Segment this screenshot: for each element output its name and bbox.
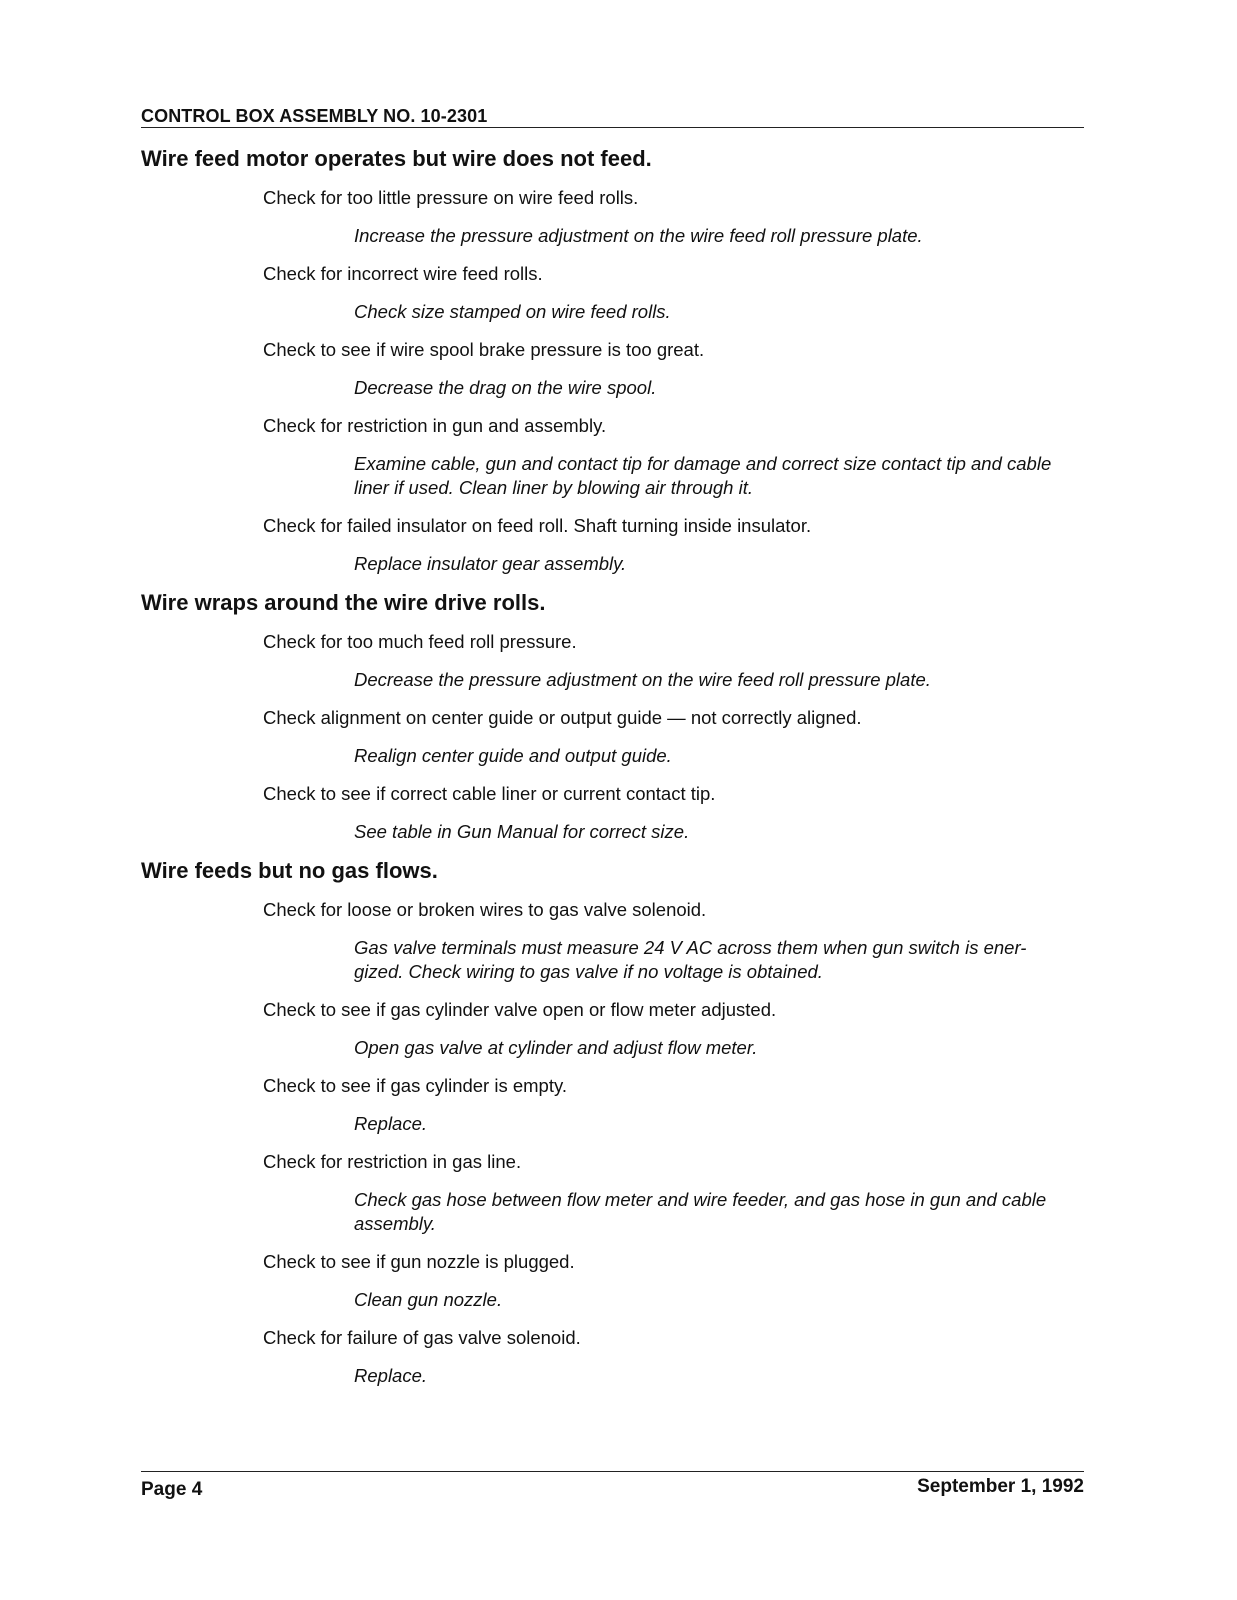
check-item: Check to see if gas cylinder is empty. <box>263 1075 568 1096</box>
remedy-item: Replace. <box>354 1113 428 1134</box>
section-heading: Wire feed motor operates but wire does not feed. <box>141 146 652 171</box>
remedy-item: Decrease the drag on the wire spool. <box>354 377 657 398</box>
remedy-item: Gas valve terminals must measure 24 V AC across them when gun switch is ener-gized. Check wiring to gas valve if no voltage is obtained. <box>354 937 1027 982</box>
section-wire-wraps-drive-rolls <box>141 590 1081 844</box>
remedy-item: Realign center guide and output guide. <box>354 745 672 766</box>
remedy-item: Decrease the pressure adjustment on the wire feed roll pressure plate. <box>354 669 931 690</box>
header-rule <box>141 127 1084 128</box>
remedy-item: Clean gun nozzle. <box>354 1289 503 1310</box>
section-heading: Wire feeds but no gas flows. <box>141 858 438 883</box>
remedy-item: Open gas valve at cylinder and adjust flow meter. <box>354 1037 758 1058</box>
section-no-gas-flows <box>141 858 1081 1388</box>
remedy-item: Increase the pressure adjustment on the wire feed roll pressure plate. <box>354 225 923 246</box>
check-item: Check to see if gas cylinder valve open or flow meter adjusted. <box>263 999 777 1020</box>
troubleshooting-content <box>141 146 1081 1402</box>
check-item: Check for incorrect wire feed rolls. <box>263 263 543 284</box>
publication-date: September 1, 1992 <box>917 1476 1084 1497</box>
check-item: Check alignment on center guide or output guide — not correctly aligned. <box>263 707 862 728</box>
remedy-item: Examine cable, gun and contact tip for damage and correct size contact tip and cable liner if used. Clean liner by blowing air through it. <box>354 453 1052 498</box>
check-item: Check for too little pressure on wire feed rolls. <box>263 187 639 208</box>
section-heading: Wire wraps around the wire drive rolls. <box>141 590 546 615</box>
check-item: Check to see if wire spool brake pressure is too great. <box>263 339 705 360</box>
check-item: Check for restriction in gas line. <box>263 1151 522 1172</box>
remedy-item: See table in Gun Manual for correct size. <box>354 821 690 842</box>
check-item: Check for restriction in gun and assembly. <box>263 415 607 436</box>
remedy-item: Replace insulator gear assembly. <box>354 553 627 574</box>
check-item: Check to see if gun nozzle is plugged. <box>263 1251 575 1272</box>
page-header-title: CONTROL BOX ASSEMBLY NO. 10-2301 <box>141 106 488 126</box>
check-item: Check for too much feed roll pressure. <box>263 631 577 652</box>
remedy-item: Replace. <box>354 1365 428 1386</box>
footer-rule <box>141 1471 1084 1472</box>
check-item: Check for failed insulator on feed roll. Shaft turning inside insulator. <box>263 515 812 536</box>
remedy-item: Check gas hose between flow meter and wire feeder, and gas hose in gun and cable assembly. <box>354 1189 1047 1234</box>
check-item: Check to see if correct cable liner or current contact tip. <box>263 783 716 804</box>
page-number: Page 4 <box>141 1479 203 1500</box>
check-item: Check for failure of gas valve solenoid. <box>263 1327 581 1348</box>
section-wire-does-not-feed <box>141 146 1081 576</box>
check-item: Check for loose or broken wires to gas valve solenoid. <box>263 899 707 920</box>
remedy-item: Check size stamped on wire feed rolls. <box>354 301 671 322</box>
